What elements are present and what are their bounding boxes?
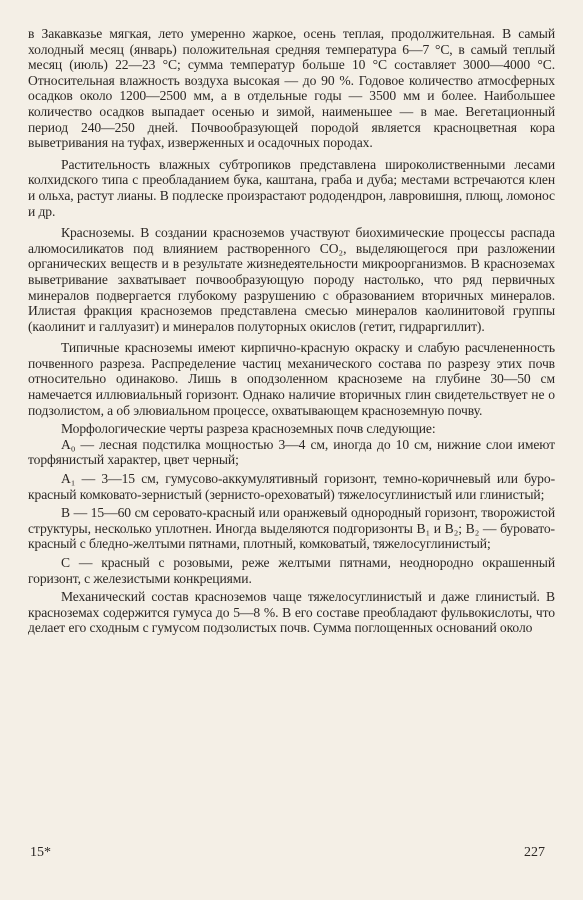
page-text-block (28, 26, 555, 856)
signature-mark: 15* (30, 845, 51, 860)
paragraph-climate: в Закавказье мягкая, лето умеренно жаркое, осень теплая, продолжительная. В самый холодный месяц (январь) положительная средняя температура 6—7 °С, в самый теплый месяц (июль) 22—23 °С; сумма температур больше 10 °С составляет 3000—4000 °С. Относительная влажность воздуха высокая — до 90 %. Годовое количество атмосферных осадков около 1200—2500 мм, а в отдельные годы — 3500 мм и более. Наибольшее количество осадков выпадает осенью и зимой, наименьшее — в мае. Вегетационный период 240—250 дней. Почвообразующей породой является красноцветная кора выветривания на туфах, изверженных и осадочных породах. (28, 26, 555, 151)
page-footer (30, 843, 545, 863)
paragraph-horizon-c: C — красный с розовыми, реже желтыми пятнами, неоднородно окрашенный горизонт, с железистыми конкрециями. (28, 555, 555, 586)
paragraph-typical-krasnozems: Типичные красноземы имеют кирпично-красную окраску и слабую расчлененность почвенного разреза. Распределение частиц механического состава по разрезу этих почв относительно одинаково. Лишь в оподзоленном красноземе на глубине 30—50 см намечается иллювиальный горизонт. Однако наличие вторичных глин свидетельствует не о подзолистом, а об элювиальном процессе, охватывающем красноземную почву. (28, 340, 555, 418)
page-number: 227 (524, 845, 545, 860)
paragraph-mechanical-composition: Механический состав красноземов чаще тяжелосуглинистый и даже глинистый. В красноземах содержится гумуса до 5—8 %. В его составе преобладают фульвокислоты, что делает его сходным с гумусом подзолистых почв. Сумма поглощенных оснований около (28, 589, 555, 636)
paragraph-horizon-b: B — 15—60 см серовато-красный или оранжевый однородный горизонт, творожистой структуры, несколько уплотнен. Иногда выделяются подгоризонты B₁ и B₂; B₂ — буровато-красный с бледно-желтыми пятнами, плотный, комковатый, тяжелосуглинистый; (28, 505, 555, 552)
paragraph-horizon-a1: A₁ — 3—15 см, гумусово-аккумулятивный горизонт, темно-коричневый или буро-красный комковато-зернистый (зернисто-ореховатый) тяжелосуглинистый или глинистый; (28, 471, 555, 502)
paragraph-horizon-a0: A₀ — лесная подстилка мощностью 3—4 см, иногда до 10 см, нижние слои имеют торфянистый характер, цвет черный; (28, 436, 555, 468)
paragraph-krasnozems: Красноземы. В создании красноземов участвуют биохимические процессы распада алюмосиликатов под влиянием растворенного CO₂, выделяющегося при разложении органических веществ и в результате жизнедеятельности микроорганизмов. В красноземах выветривание захватывает почвообразующую породу настолько, что ряд первичных минералов подвергается глубокому разрушению с образованием вторичных минералов. Илистая фракция красноземов представлена смесью минералов каолинитовой группы (каолинит и галлуазит) и минералов полуторных окислов (гетит, гидраргиллит). (28, 225, 555, 334)
paragraph-morphology-intro: Морфологические черты разреза красноземных почв следующие: (61, 421, 436, 437)
paragraph-vegetation: Растительность влажных субтропиков представлена широколиственными лесами колхидского типа с преобладанием бука, каштана, граба и дуба; местами встречаются клен и ольха, растут лианы. В подлеске произрастают рододендрон, лавровишня, плющ, ломонос и др. (28, 156, 555, 219)
